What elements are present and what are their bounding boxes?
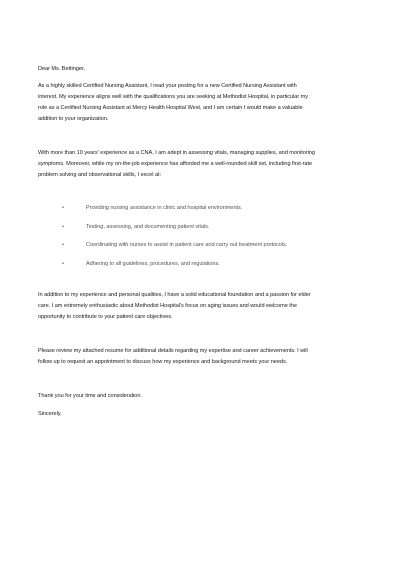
paragraph-line: role as a Certified Nursing Assistant at Mercy Health Hospital West, and I am certain I would make a valuable	[38, 105, 303, 111]
paragraph-line: In addition to my experience and personal qualities, I have a solid educational foundation and a passion for elder	[38, 291, 311, 298]
salutation	[38, 64, 368, 75]
paragraph-line: problem solving and observational skills, I excel at:	[38, 172, 161, 178]
bullet-icon: •	[62, 223, 64, 230]
paragraph-experience	[38, 148, 368, 181]
list-item-text: Testing, assessing, and documenting patient vitals.	[86, 223, 210, 230]
paragraph-line: Please review my attached resume for additional details regarding my expertise and career achievements. I will	[38, 347, 308, 354]
list-item-text: Coordinating with nurses to assist in patient care and carry out treatment protocols.	[86, 242, 288, 248]
bullet-icon: •	[62, 260, 64, 267]
bullet-icon: •	[62, 205, 64, 211]
list-item	[38, 240, 368, 251]
salutation-text: Dear Ms. Bettinger,	[38, 66, 85, 72]
cover-letter	[38, 64, 368, 420]
paragraph-introduction	[38, 81, 368, 125]
paragraph-follow-up	[38, 346, 368, 368]
paragraph-line: As a highly skilled Certified Nursing Assistant, I read your posting for a new Certified Nursing Assistant with	[38, 83, 297, 89]
sign-off-text: Sincerely,	[38, 410, 62, 417]
paragraph-line: opportunity to contribute to your patient care objectives.	[38, 313, 173, 320]
paragraph-line: interest. My experience aligns well with the qualifications you are seeking at Methodist Hospital, in particular my	[38, 94, 309, 100]
paragraph-line: With more than 10 years' experience as a CNA, I am adept in assessing vitals, managing supplies, and monitoring	[38, 150, 315, 156]
list-item-text: Providing nursing assistance in clinic and hospital environments.	[86, 205, 243, 211]
skills-list	[38, 203, 368, 270]
paragraph-education	[38, 290, 368, 323]
paragraph-line: follow up to request an appointment to discuss how my experience and background meets your needs.	[38, 358, 288, 365]
bullet-icon: •	[62, 242, 64, 248]
thanks-text: Thank you for your time and consideration.	[38, 392, 142, 399]
sign-off	[38, 409, 368, 420]
list-item-text: Adhering to all guidelines, procedures, and regulations.	[86, 260, 220, 267]
paragraph-line: addition to your organization.	[38, 116, 109, 122]
paragraph-line: symptoms. Moreover, while my on-the-job experience has afforded me a well-rounded skill set, including first-rate	[38, 161, 313, 167]
list-item	[38, 259, 368, 270]
list-item	[38, 203, 368, 214]
paragraph-line: care. I am extremely enthusiastic about Methodist Hospital's focus on aging issues and would welcome the	[38, 302, 297, 309]
thanks-line	[38, 391, 368, 402]
list-item	[38, 222, 368, 233]
